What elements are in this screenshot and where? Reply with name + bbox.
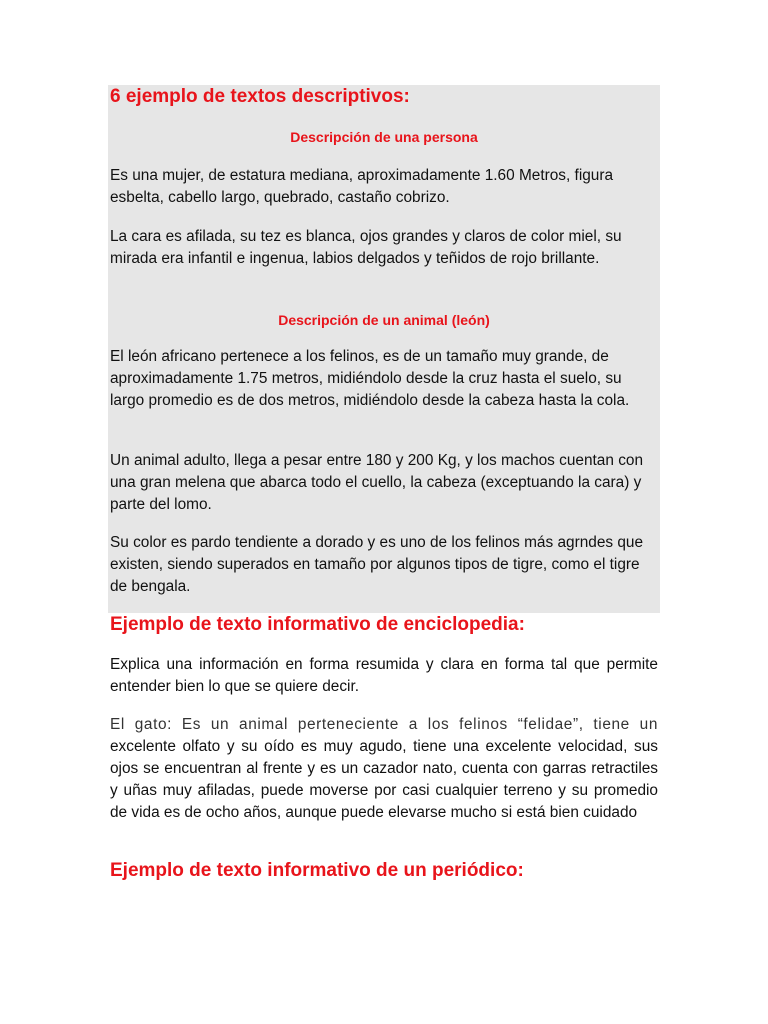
gato-paragraph — [110, 714, 658, 824]
newspaper-title: Ejemplo de texto informativo de un periódico: — [110, 860, 524, 881]
gato-paragraph-lead: El gato: Es un animal perteneciente a los felinos “felidae”, tiene un — [110, 716, 658, 733]
gato-paragraph-rest: excelente olfato y su oído es muy agudo, tiene una excelente velocidad, sus ojos se encuentran al frente y es un cazador nato, cuenta con garras retractiles y uñas muy afiladas, puede moverse por casi cualquier terreno y su promedio de vida es de ocho años, aunque puede elevarse mucho si está bien cuidado — [110, 738, 658, 821]
descriptive-texts-title: 6 ejemplo de textos descriptivos: — [110, 86, 410, 107]
animal-paragraph-1: El león africano pertenece a los felinos, es de un tamaño muy grande, de aproximadamente 1.75 metros, midiéndolo desde la cruz hasta el suelo, su largo promedio es de dos metros, midiéndolo desde la cabeza hasta la cola. — [110, 348, 630, 409]
encyclopedia-intro-paragraph: Explica una información en forma resumida y clara en forma tal que permite entender bien lo que se quiere decir. — [110, 656, 658, 695]
animal-paragraph-3: Su color es pardo tendiente a dorado y es uno de los felinos más agrndes que existen, siendo superados en tamaño por algunos tipos de tigre, como el tigre de bengala. — [110, 534, 644, 595]
person-paragraph-2: La cara es afilada, su tez es blanca, ojos grandes y claros de color miel, su mirada era infantil e ingenua, labios delgados y teñidos de rojo brillante. — [110, 228, 622, 267]
animal-description-heading: Descripción de un animal (león) — [278, 312, 490, 328]
animal-paragraph-2: Un animal adulto, llega a pesar entre 180 y 200 Kg, y los machos cuentan con una gran melena que abarca todo el cuello, la cabeza (exceptuando la cara) y parte del lomo. — [110, 452, 644, 513]
encyclopedia-title: Ejemplo de texto informativo de enciclopedia: — [110, 614, 525, 635]
person-description-heading: Descripción de una persona — [290, 129, 478, 145]
person-paragraph-1: Es una mujer, de estatura mediana, aproximadamente 1.60 Metros, figura esbelta, cabello largo, quebrado, castaño cobrizo. — [110, 167, 614, 206]
